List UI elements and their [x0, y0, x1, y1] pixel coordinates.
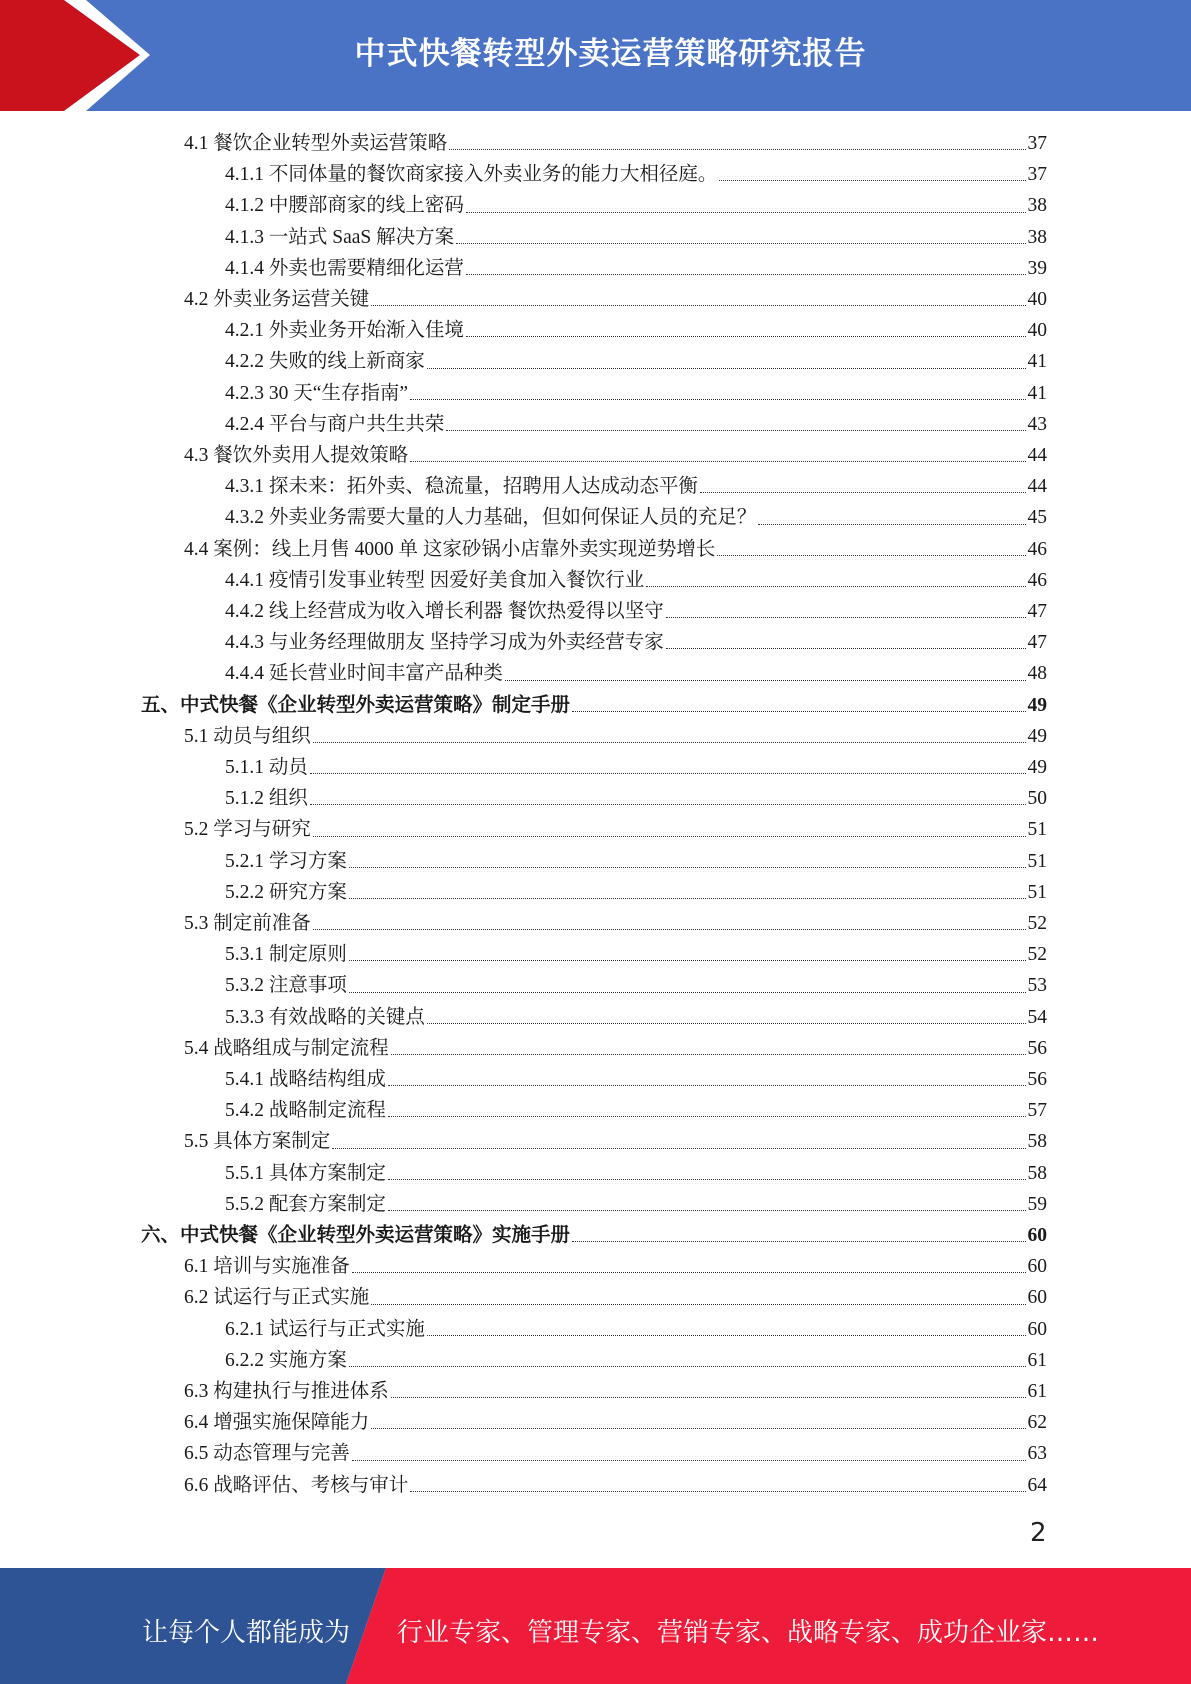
toc-entry-title: 6.6 战略评估、考核与审计: [184, 1474, 409, 1496]
toc-entry[interactable]: [184, 284, 1047, 315]
toc-entry[interactable]: [184, 128, 1047, 159]
toc-entry-page: 53: [1027, 975, 1047, 997]
toc-entry[interactable]: [225, 346, 1047, 377]
toc-entry-title: 5.1.2 组织: [225, 788, 308, 810]
toc-entry-page: 38: [1027, 195, 1047, 217]
toc-entry-title: 5.2.1 学习方案: [225, 850, 347, 872]
toc-entry-title: 4.1.3 一站式 SaaS 解决方案: [225, 226, 455, 248]
footer-slogan-right: 行业专家、管理专家、营销专家、战略专家、成功企业家……: [397, 1618, 1100, 1648]
toc-dot-leader: [349, 959, 1026, 961]
toc-dot-leader: [388, 1209, 1026, 1211]
toc-dot-leader: [449, 148, 1025, 150]
toc-entry-page: 61: [1027, 1381, 1047, 1402]
toc-entry[interactable]: [225, 627, 1047, 658]
toc-entry[interactable]: [184, 1282, 1047, 1313]
toc-entry[interactable]: [225, 222, 1047, 253]
toc-entry-page: 45: [1027, 507, 1047, 529]
page-number: 2: [1030, 1518, 1047, 1548]
toc-dot-leader: [410, 398, 1025, 400]
toc-dot-leader: [391, 1396, 1026, 1398]
toc-entry-page: 60: [1027, 1256, 1047, 1278]
toc-entry-page: 48: [1027, 663, 1047, 685]
toc-entry-title: 4.1.2 中腰部商家的线上密码: [225, 195, 464, 217]
toc-dot-leader: [310, 803, 1026, 805]
toc-entry[interactable]: [184, 1033, 1047, 1064]
toc-entry-title: 六、中式快餐《企业转型外卖运营策略》实施手册: [141, 1225, 571, 1246]
toc-entry-page: 49: [1027, 757, 1047, 778]
toc-entry-page: 52: [1027, 944, 1047, 966]
toc-entry[interactable]: [141, 1220, 1047, 1251]
toc-entry-title: 4.2.2 失败的线上新商家: [225, 351, 425, 373]
toc-dot-leader: [466, 273, 1026, 275]
toc-entry-title: 4.4.1 疫情引发事业转型 因爱好美食加入餐饮行业: [225, 569, 645, 591]
toc-dot-leader: [410, 460, 1025, 462]
toc-entry-title: 6.2 试运行与正式实施: [184, 1287, 370, 1309]
toc-entry-page: 41: [1027, 351, 1047, 373]
toc-dot-leader: [427, 1334, 1026, 1336]
toc-dot-leader: [505, 679, 1026, 681]
toc-entry-title: 5.1 动员与组织: [184, 725, 311, 747]
toc-entry-page: 50: [1027, 788, 1047, 810]
toc-dot-leader: [349, 866, 1026, 868]
toc-entry-title: 6.2.1 试运行与正式实施: [225, 1318, 425, 1340]
toc-entry[interactable]: [225, 471, 1047, 502]
toc-dot-leader: [410, 1490, 1025, 1492]
toc-entry[interactable]: [225, 1095, 1047, 1126]
toc-entry-page: 60: [1027, 1318, 1047, 1340]
toc-entry-title: 4.4.2 线上经营成为收入增长利器 餐饮热爱得以坚守: [225, 601, 664, 622]
toc-entry[interactable]: [225, 658, 1047, 689]
toc-dot-leader: [758, 523, 1025, 525]
toc-dot-leader: [572, 1240, 1025, 1242]
toc-dot-leader: [332, 1147, 1025, 1149]
toc-entry-title: 5.2 学习与研究: [184, 819, 311, 841]
toc-entry-title: 4.3.2 外卖业务需要大量的人力基础，但如何保证人员的充足？: [225, 507, 757, 529]
toc-entry[interactable]: [225, 253, 1047, 284]
toc-entry-title: 5.3.1 制定原则: [225, 944, 347, 966]
toc-entry-title: 5.3 制定前准备: [184, 913, 311, 934]
toc-entry-page: 40: [1027, 289, 1047, 310]
toc-entry[interactable]: [225, 315, 1047, 346]
toc-entry[interactable]: [141, 690, 1047, 721]
toc-entry-title: 5.4.1 战略结构组成: [225, 1069, 386, 1090]
toc-entry-page: 52: [1027, 913, 1047, 934]
toc-entry[interactable]: [225, 1158, 1047, 1189]
toc-entry-page: 44: [1027, 476, 1047, 498]
toc-entry[interactable]: [225, 970, 1047, 1001]
toc-entry-page: 62: [1027, 1412, 1047, 1434]
toc-entry-page: 51: [1027, 850, 1047, 872]
toc-entry-page: 39: [1027, 257, 1047, 279]
toc-entry-title: 4.4.3 与业务经理做朋友 坚持学习成为外卖经营专家: [225, 632, 664, 654]
toc-entry[interactable]: [184, 1438, 1047, 1469]
toc-entry-page: 37: [1027, 164, 1047, 186]
toc-dot-leader: [446, 429, 1025, 431]
toc-entry-page: 51: [1027, 819, 1047, 841]
toc-entry[interactable]: [225, 939, 1047, 970]
toc-entry[interactable]: [225, 378, 1047, 409]
toc-entry-page: 46: [1027, 569, 1047, 591]
toc-entry-title: 5.5.1 具体方案制定: [225, 1162, 386, 1184]
toc-entry-page: 43: [1027, 413, 1047, 435]
toc-entry[interactable]: [184, 534, 1047, 565]
toc-entry-page: 47: [1027, 632, 1047, 654]
toc-entry[interactable]: [225, 752, 1047, 783]
toc-entry-title: 6.2.2 实施方案: [225, 1349, 347, 1371]
toc-entry-page: 59: [1027, 1193, 1047, 1215]
toc-entry-page: 40: [1027, 320, 1047, 342]
toc-entry-title: 4.3 餐饮外卖用人提效策略: [184, 445, 409, 466]
toc-entry-page: 57: [1027, 1100, 1047, 1122]
toc-entry-page: 41: [1027, 382, 1047, 404]
toc-dot-leader: [719, 179, 1025, 181]
toc-entry[interactable]: [184, 721, 1047, 752]
toc-entry-page: 47: [1027, 601, 1047, 622]
toc-dot-leader: [371, 1303, 1025, 1305]
page-footer: [0, 1568, 1191, 1684]
toc-entry-page: 54: [1027, 1006, 1047, 1028]
toc-dot-leader: [371, 1427, 1025, 1429]
toc-entry[interactable]: [225, 502, 1047, 533]
toc-entry[interactable]: [225, 190, 1047, 221]
toc-entry-title: 4.1 餐饮企业转型外卖运营策略: [184, 133, 448, 154]
toc-dot-leader: [388, 1084, 1026, 1086]
toc-entry[interactable]: [225, 877, 1047, 908]
toc-entry-title: 5.5.2 配套方案制定: [225, 1193, 386, 1215]
toc-entry[interactable]: [225, 409, 1047, 440]
toc-entry-title: 5.5 具体方案制定: [184, 1131, 331, 1153]
toc-dot-leader: [456, 242, 1025, 244]
toc-entry-title: 4.4 案例：线上月售 4000 单 这家砂锅小店靠外卖实现逆势增长: [184, 538, 716, 560]
toc-dot-leader: [349, 1365, 1026, 1367]
toc-dot-leader: [466, 335, 1026, 337]
toc-dot-leader: [349, 991, 1026, 993]
toc-entry[interactable]: [225, 1064, 1047, 1095]
toc-dot-leader: [666, 616, 1026, 618]
toc-entry[interactable]: [225, 1345, 1047, 1376]
toc-entry-title: 6.5 动态管理与完善: [184, 1443, 350, 1465]
toc-entry-page: 44: [1027, 445, 1047, 466]
toc-entry[interactable]: [225, 1002, 1047, 1033]
toc-entry-title: 4.4.4 延长营业时间丰富产品种类: [225, 663, 503, 685]
toc-entry[interactable]: [225, 1314, 1047, 1345]
toc-dot-leader: [666, 647, 1026, 649]
toc-entry-page: 49: [1027, 694, 1047, 716]
toc-entry-title: 6.1 培训与实施准备: [184, 1256, 350, 1278]
toc-dot-leader: [717, 554, 1025, 556]
toc-entry[interactable]: [184, 1470, 1047, 1501]
toc-entry-page: 37: [1027, 133, 1047, 154]
toc-dot-leader: [310, 772, 1026, 774]
toc-dot-leader: [388, 1178, 1026, 1180]
toc-entry[interactable]: [225, 596, 1047, 627]
toc-entry-title: 4.3.1 探未来：拓外卖、稳流量，招聘用人达成动态平衡: [225, 476, 698, 498]
toc-entry-title: 5.3.2 注意事项: [225, 975, 347, 997]
toc-entry[interactable]: [184, 1376, 1047, 1407]
toc-dot-leader: [313, 835, 1026, 837]
toc-entry-page: 60: [1027, 1225, 1047, 1246]
toc-dot-leader: [646, 585, 1025, 587]
toc-entry-page: 56: [1027, 1037, 1047, 1059]
toc-entry-title: 5.3.3 有效战略的关键点: [225, 1006, 425, 1028]
toc-dot-leader: [391, 1053, 1026, 1055]
toc-entry[interactable]: [184, 1407, 1047, 1438]
toc-entry-page: 58: [1027, 1131, 1047, 1153]
toc-dot-leader: [427, 367, 1026, 369]
toc-entry-page: 46: [1027, 538, 1047, 560]
toc-dot-leader: [352, 1459, 1026, 1461]
toc-dot-leader: [371, 304, 1025, 306]
toc-dot-leader: [700, 491, 1026, 493]
toc-entry[interactable]: [184, 908, 1047, 939]
toc-entry-title: 4.2.3 30 天“生存指南”: [225, 382, 409, 404]
toc-entry-title: 5.4.2 战略制定流程: [225, 1100, 386, 1122]
toc-entry-page: 61: [1027, 1349, 1047, 1371]
toc-entry-title: 5.1.1 动员: [225, 757, 308, 778]
toc-dot-leader: [388, 1115, 1026, 1117]
toc-entry-page: 60: [1027, 1287, 1047, 1309]
toc-entry-page: 49: [1027, 725, 1047, 747]
toc-entry-title: 4.1.1 不同体量的餐饮商家接入外卖业务的能力大相径庭。: [225, 164, 718, 186]
toc-entry[interactable]: [184, 1126, 1047, 1157]
toc-entry-title: 4.2 外卖业务运营关键: [184, 289, 370, 310]
toc-entry-title: 6.4 增强实施保障能力: [184, 1412, 370, 1434]
toc-entry[interactable]: [184, 814, 1047, 845]
toc-dot-leader: [352, 1271, 1026, 1273]
footer-slogan-left: 让每个人都能成为: [142, 1618, 351, 1648]
toc-entry[interactable]: [225, 1189, 1047, 1220]
toc-entry-page: 51: [1027, 881, 1047, 903]
report-title: 中式快餐转型外卖运营策略研究报告: [354, 36, 867, 72]
toc-entry[interactable]: [184, 440, 1047, 471]
toc-entry-page: 64: [1027, 1474, 1047, 1496]
toc-entry[interactable]: [225, 159, 1047, 190]
toc-entry[interactable]: [184, 1251, 1047, 1282]
toc-entry-title: 6.3 构建执行与推进体系: [184, 1381, 389, 1402]
toc-entry-title: 五、中式快餐《企业转型外卖运营策略》制定手册: [141, 694, 571, 716]
toc-entry-title: 4.2.1 外卖业务开始渐入佳境: [225, 320, 464, 342]
toc-entry-title: 5.4 战略组成与制定流程: [184, 1037, 389, 1059]
toc-entry-page: 38: [1027, 226, 1047, 248]
toc-entry[interactable]: [225, 783, 1047, 814]
page-header: [0, 0, 1191, 111]
toc-entry-page: 58: [1027, 1162, 1047, 1184]
toc-dot-leader: [349, 897, 1026, 899]
toc-entry-title: 5.2.2 研究方案: [225, 881, 347, 903]
toc-entry-title: 4.2.4 平台与商户共生共荣: [225, 413, 445, 435]
toc-entry-page: 56: [1027, 1069, 1047, 1090]
toc-dot-leader: [313, 928, 1026, 930]
toc-dot-leader: [313, 741, 1026, 743]
toc-entry-title: 4.1.4 外卖也需要精细化运营: [225, 257, 464, 279]
toc-entry[interactable]: [225, 565, 1047, 596]
toc-entry[interactable]: [225, 846, 1047, 877]
toc-entry-page: 63: [1027, 1443, 1047, 1465]
toc-dot-leader: [427, 1022, 1026, 1024]
toc-dot-leader: [572, 710, 1025, 712]
toc-dot-leader: [466, 211, 1026, 213]
